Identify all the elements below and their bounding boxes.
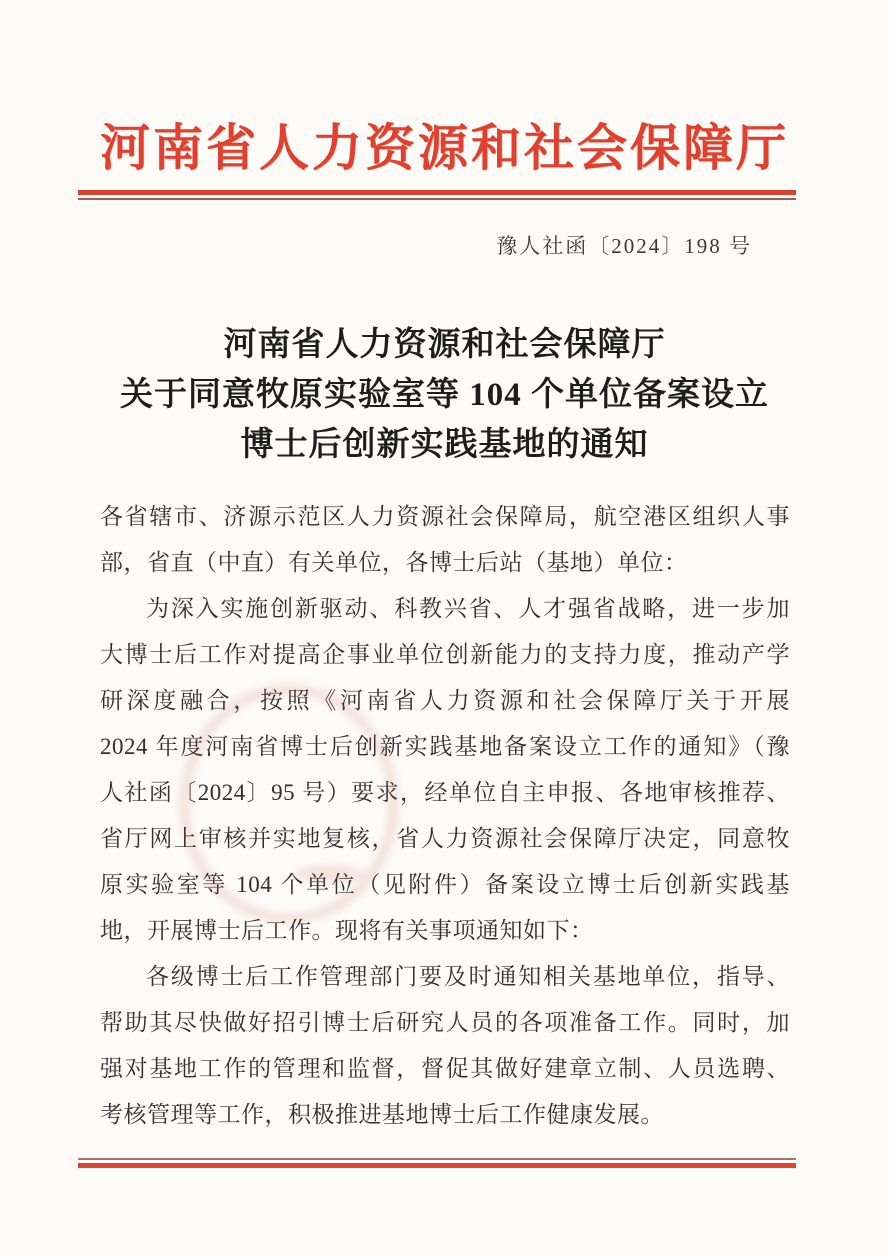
body-line: 人社函〔2024〕95 号）要求，经单位自主申报、各地审核推荐、 bbox=[100, 780, 790, 805]
paragraph bbox=[100, 954, 790, 1138]
body-line: 大博士后工作对提高企事业单位创新能力的支持力度，推动产学 bbox=[100, 642, 790, 667]
body-line: 各省辖市、济源示范区人力资源社会保障局，航空港区组织人事 bbox=[100, 504, 790, 529]
notice-title-line-2: 关于同意牧原实验室等 104 个单位备案设立 bbox=[120, 377, 769, 413]
letterhead-divider bbox=[78, 190, 796, 200]
notice-title-line-3: 博士后创新实践基地的通知 bbox=[240, 427, 649, 463]
body-line: 帮助其尽快做好招引博士后研究人员的各项准备工作。同时，加 bbox=[100, 1010, 790, 1035]
body-line: 地，开展博士后工作。现将有关事项通知如下： bbox=[100, 918, 594, 943]
document-number: 豫人社函〔2024〕198 号 bbox=[496, 234, 752, 258]
letterhead-title: 河南省人力资源和社会保障厅 bbox=[100, 120, 789, 176]
body-line: 省厅网上审核并实地复核，省人力资源社会保障厅决定，同意牧 bbox=[100, 826, 790, 851]
body-line: 原实验室等 104 个单位（见附件）备案设立博士后创新实践基 bbox=[100, 872, 790, 897]
paragraph bbox=[100, 586, 790, 954]
notice-title-line-1: 河南省人力资源和社会保障厅 bbox=[223, 327, 666, 363]
paragraph bbox=[100, 494, 790, 586]
notice-body bbox=[100, 494, 790, 1138]
body-line: 研深度融合，按照《河南省人力资源和社会保障厅关于开展 bbox=[100, 688, 790, 713]
notice-title bbox=[44, 320, 845, 470]
footer-divider bbox=[78, 1158, 796, 1168]
body-line: 部，省直（中直）有关单位，各博士后站（基地）单位： bbox=[100, 550, 688, 575]
body-line: 考核管理等工作，积极推进基地博士后工作健康发展。 bbox=[100, 1102, 664, 1127]
body-line: 强对基地工作的管理和监督，督促其做好建章立制、人员选聘、 bbox=[100, 1056, 790, 1081]
body-line: 各级博士后工作管理部门要及时通知相关基地单位，指导、 bbox=[146, 964, 790, 989]
body-line: 为深入实施创新驱动、科教兴省、人才强省战略，进一步加 bbox=[146, 596, 790, 621]
body-line: 2024 年度河南省博士后创新实践基地备案设立工作的通知》（豫 bbox=[100, 734, 790, 759]
